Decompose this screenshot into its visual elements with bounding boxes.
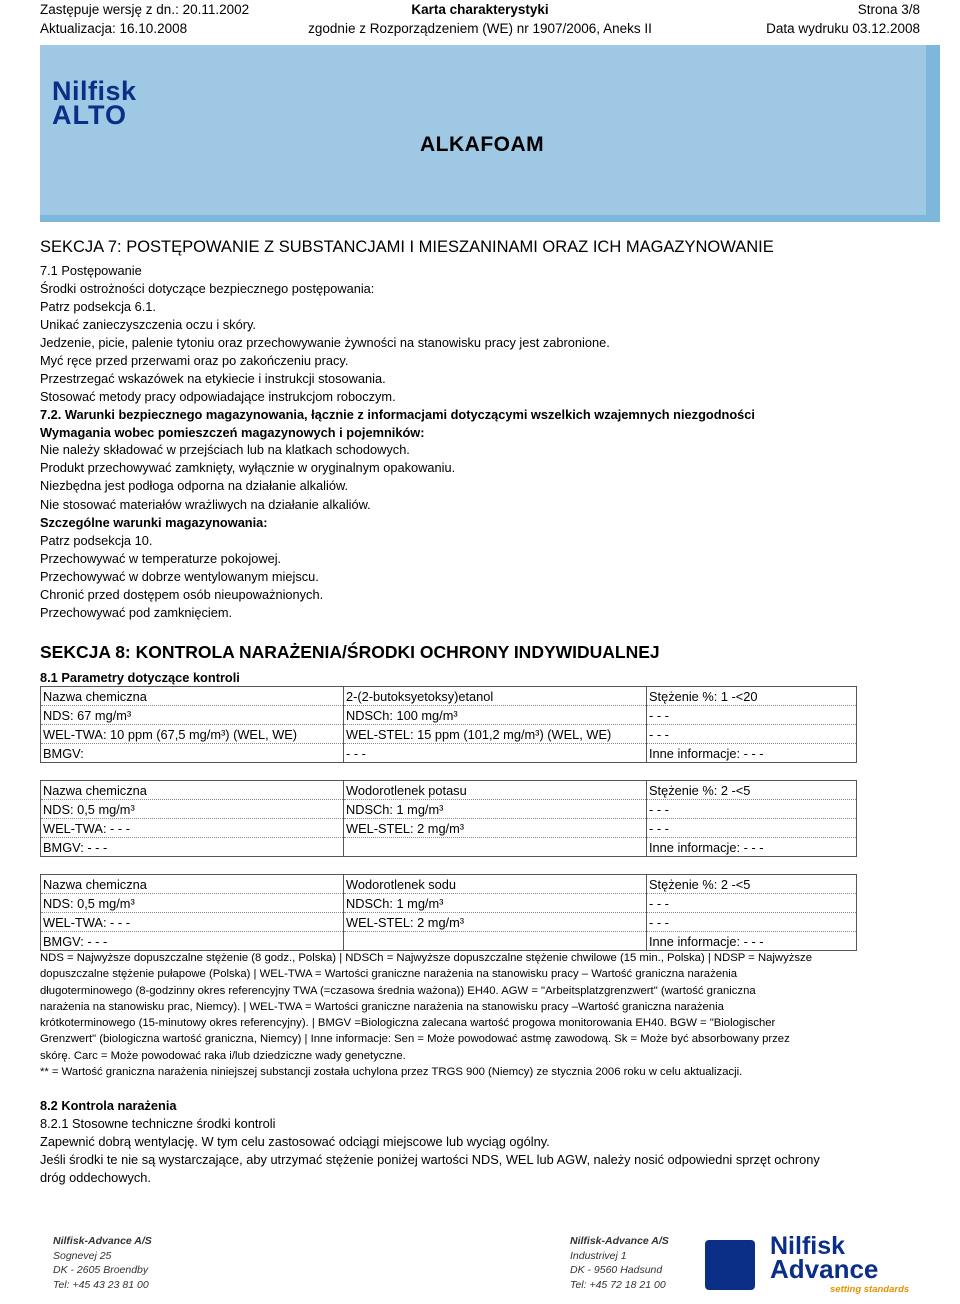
- section7-line: Wymagania wobec pomieszczeń magazynowych i pojemników:: [40, 425, 425, 440]
- nilfisk-alto-logo: Nilfisk: [52, 76, 137, 106]
- table-row: [41, 875, 857, 894]
- section7-line: Patrz podsekcja 10.: [40, 533, 153, 548]
- section7-line: Chronić przed dostępem osób nieupoważnionych.: [40, 587, 324, 602]
- table-row: [41, 932, 857, 951]
- table-cell: WEL-TWA: - - -: [41, 819, 344, 838]
- table-cell: WEL-TWA: 10 ppm (67,5 mg/m³) (WEL, WE): [41, 725, 344, 744]
- table-cell: 2-(2-butoksyetoksy)etanol: [344, 687, 647, 706]
- regulation: zgodnie z Rozporządzeniem (WE) nr 1907/2006, Aneks II: [308, 21, 652, 36]
- subsection-8-2-1: 8.2.1 Stosowne techniczne środki kontroli: [40, 1116, 276, 1131]
- table-row: [41, 838, 857, 857]
- table-cell: NDS: 0,5 mg/m³: [41, 894, 344, 913]
- header-row-1: [40, 2, 920, 17]
- footer-address-line: DK - 2605 Broendby: [53, 1264, 149, 1277]
- logo-tagline: setting standards: [830, 1284, 910, 1295]
- table-cell: BMGV: - - -: [41, 932, 344, 951]
- table-cell: - - -: [647, 706, 857, 725]
- table-cell: WEL-STEL: 2 mg/m³: [344, 913, 647, 932]
- table-cell: BMGV: - - -: [41, 838, 344, 857]
- section7-line: Produkt przechowywać zamknięty, wyłącznie w oryginalnym opakowaniu.: [40, 460, 456, 475]
- paragraph-respiratory: Jeśli środki te nie są wystarczające, aby utrzymać stężenie poniżej wartości NDS, WEL lub AGW, należy nosić odpowiedni sprzęt ochrony: [40, 1152, 820, 1167]
- subsection-8-1: 8.1 Parametry dotyczące kontroli: [40, 670, 240, 685]
- table-row: [41, 894, 857, 913]
- table-cell: - - -: [344, 744, 647, 763]
- note-line: narażenia na stanowisku prac, Niemcy). | WEL-TWA = Wartości graniczne narażenia na stanowisku pracy –Wartość graniczna narażenia: [40, 1000, 724, 1013]
- table-row: [41, 819, 857, 838]
- table-cell: NDSCh: 1 mg/m³: [344, 894, 647, 913]
- note-line: Grenzwert" (biologiczna wartość graniczna, Niemcy) | Inne informacje: Sen = Może powodować astmę zawodową. Sk = Może być absorbowany przez: [40, 1033, 790, 1046]
- product-name: ALKAFOAM: [420, 133, 545, 156]
- product-banner: [40, 45, 940, 222]
- substance-table-1: [40, 686, 857, 763]
- footer-address-left: [53, 1234, 152, 1292]
- subsection-8-2: 8.2 Kontrola narażenia: [40, 1098, 177, 1113]
- table-row: [41, 800, 857, 819]
- footer-address-right: [570, 1234, 669, 1292]
- table-cell: Stężenie %: 1 -<20: [647, 687, 857, 706]
- nilfisk-advance-logo-line2: Advance: [770, 1254, 879, 1284]
- table-cell: Inne informacje: - - -: [647, 838, 857, 857]
- section7-line: Jedzenie, picie, palenie tytoniu oraz przechowywanie żywności na stanowisku pracy jest zabronione.: [40, 335, 610, 350]
- doc-type: Karta charakterystyki: [411, 2, 549, 17]
- section7-line: Niezbędna jest podłoga odporna na działanie alkaliów.: [40, 478, 349, 493]
- substance-table-3: [40, 874, 857, 951]
- table-cell: - - -: [647, 725, 857, 744]
- section7-line: Nie należy składować w przejściach lub na klatkach schodowych.: [40, 442, 410, 457]
- note-line: skórę. Carc = Może powodować raka i/lub dziedziczne wady genetyczne.: [40, 1049, 406, 1062]
- section7-line: Przechowywać w dobrze wentylowanym miejscu.: [40, 569, 319, 584]
- footer-address-line: Tel: +45 72 18 21 00: [570, 1278, 666, 1291]
- substance-table-2: [40, 780, 857, 857]
- abbreviation-notes: [40, 950, 840, 1080]
- note-line: długoterminowego (8-godzinny okres referencyjny TWA (=czasowa średnia ważona)) EH40. AGW = "Arbeitsplatzgrenzwert" (wartość graniczna: [40, 984, 756, 997]
- table-cell: Inne informacje: - - -: [647, 744, 857, 763]
- paragraph-ventilation: Zapewnić dobrą wentylację. W tym celu zastosować odciągi miejscowe lub wyciąg ogólny.: [40, 1134, 550, 1149]
- nilfisk-advance-logo-mark: [705, 1240, 755, 1290]
- note-line: krótkoterminowego (15-minutowy okres referencyjny). | BMGV =Biologiczna zalecana wartość progowa monitorowania EH40. BGW = "Biologischer: [40, 1017, 776, 1030]
- nilfisk-advance-logo: Nilfisk: [770, 1232, 846, 1260]
- section7-line: Przechowywać w temperaturze pokojowej.: [40, 551, 282, 566]
- table-cell: - - -: [647, 800, 857, 819]
- table-cell: Nazwa chemiczna: [41, 687, 344, 706]
- table-cell: Wodorotlenek sodu: [344, 875, 647, 894]
- header-row-2: [40, 21, 920, 36]
- footer-address-line: Nilfisk-Advance A/S: [570, 1235, 669, 1247]
- table-cell: [344, 838, 647, 857]
- table-row: [41, 725, 857, 744]
- footer-address-line: Nilfisk-Advance A/S: [53, 1235, 152, 1247]
- table-cell: Inne informacje: - - -: [647, 932, 857, 951]
- banner-panel: [40, 45, 926, 215]
- nilfisk-alto-logo-line2: ALTO: [52, 100, 127, 130]
- table-cell: Stężenie %: 2 -<5: [647, 781, 857, 800]
- table-cell: WEL-STEL: 2 mg/m³: [344, 819, 647, 838]
- table-cell: Wodorotlenek potasu: [344, 781, 647, 800]
- print-date: Data wydruku 03.12.2008: [766, 21, 920, 36]
- table-cell: NDS: 0,5 mg/m³: [41, 800, 344, 819]
- table-cell: Stężenie %: 2 -<5: [647, 875, 857, 894]
- note-line: ** = Wartość graniczna narażenia niniejszej substancji została uchylona przez TRGS 900 (Niemcy) ze stycznia 2006 roku w celu aktualizacji.: [40, 1066, 743, 1079]
- table-cell: - - -: [647, 894, 857, 913]
- section7-line: Środki ostrożności dotyczące bezpiecznego postępowania:: [40, 281, 375, 296]
- section7-line: Nie stosować materiałów wrażliwych na działanie alkaliów.: [40, 497, 371, 512]
- section7-line: 7.1 Postępowanie: [40, 263, 142, 278]
- table-row: [41, 744, 857, 763]
- note-line: dopuszczalne stężenie pułapowe (Polska) | WEL-TWA = Wartości graniczne narażenia na stanowisku pracy – Wartość graniczna narażenia: [40, 968, 738, 981]
- update-date: Aktualizacja: 16.10.2008: [40, 21, 188, 36]
- section7-line: 7.2. Warunki bezpiecznego magazynowania, łącznie z informacjami dotyczącymi wszelkich wzajemnych niezgodności: [40, 407, 755, 422]
- footer-address-line: Tel: +45 43 23 81 00: [53, 1278, 149, 1291]
- table-cell: Nazwa chemiczna: [41, 781, 344, 800]
- section8-title: SEKCJA 8: KONTROLA NARAŻENIA/ŚRODKI OCHRONY INDYWIDUALNEJ: [40, 642, 660, 662]
- section7-line: Przechowywać pod zamknięciem.: [40, 605, 233, 620]
- table-cell: Nazwa chemiczna: [41, 875, 344, 894]
- table-cell: WEL-STEL: 15 ppm (101,2 mg/m³) (WEL, WE): [344, 725, 647, 744]
- section7-title: SEKCJA 7: POSTĘPOWANIE Z SUBSTANCJAMI I MIESZANINAMI ORAZ ICH MAGAZYNOWANIE: [40, 238, 774, 256]
- table-row: [41, 913, 857, 932]
- table-row: [41, 781, 857, 800]
- footer-address-line: Sognevej 25: [53, 1249, 112, 1262]
- table-cell: WEL-TWA: - - -: [41, 913, 344, 932]
- table-cell: BMGV:: [41, 744, 344, 763]
- section7-line: Przestrzegać wskazówek na etykiecie i instrukcji stosowania.: [40, 371, 386, 386]
- paragraph-respiratory-cont: dróg oddechowych.: [40, 1170, 151, 1185]
- section7-line: Stosować metody pracy odpowiadające instrukcjom roboczym.: [40, 389, 396, 404]
- table-cell: - - -: [647, 913, 857, 932]
- footer-address-line: Industrivej 1: [570, 1249, 627, 1262]
- section7-line: Szczególne warunki magazynowania:: [40, 515, 268, 530]
- table-cell: NDSCh: 100 mg/m³: [344, 706, 647, 725]
- footer: [40, 1226, 920, 1298]
- table-cell: [344, 932, 647, 951]
- footer-address-line: DK - 9560 Hadsund: [570, 1264, 663, 1277]
- replaces-version: Zastępuje wersję z dn.: 20.11.2002: [40, 2, 250, 17]
- table-row: [41, 687, 857, 706]
- table-cell: NDSCh: 1 mg/m³: [344, 800, 647, 819]
- section7-line: Patrz podsekcja 6.1.: [40, 299, 156, 314]
- table-cell: - - -: [647, 819, 857, 838]
- note-line: NDS = Najwyższe dopuszczalne stężenie (8 godz., Polska) | NDSCh = Najwyższe dopuszczalne stężenie chwilowe (15 min., Polska) | NDSP = Najwyższe: [40, 952, 812, 964]
- section7-line: Unikać zanieczyszczenia oczu i skóry.: [40, 317, 256, 332]
- page-number: Strona 3/8: [857, 2, 920, 17]
- section7-line: Myć ręce przed przerwami oraz po zakończeniu pracy.: [40, 353, 349, 368]
- table-row: [41, 706, 857, 725]
- table-cell: NDS: 67 mg/m³: [41, 706, 344, 725]
